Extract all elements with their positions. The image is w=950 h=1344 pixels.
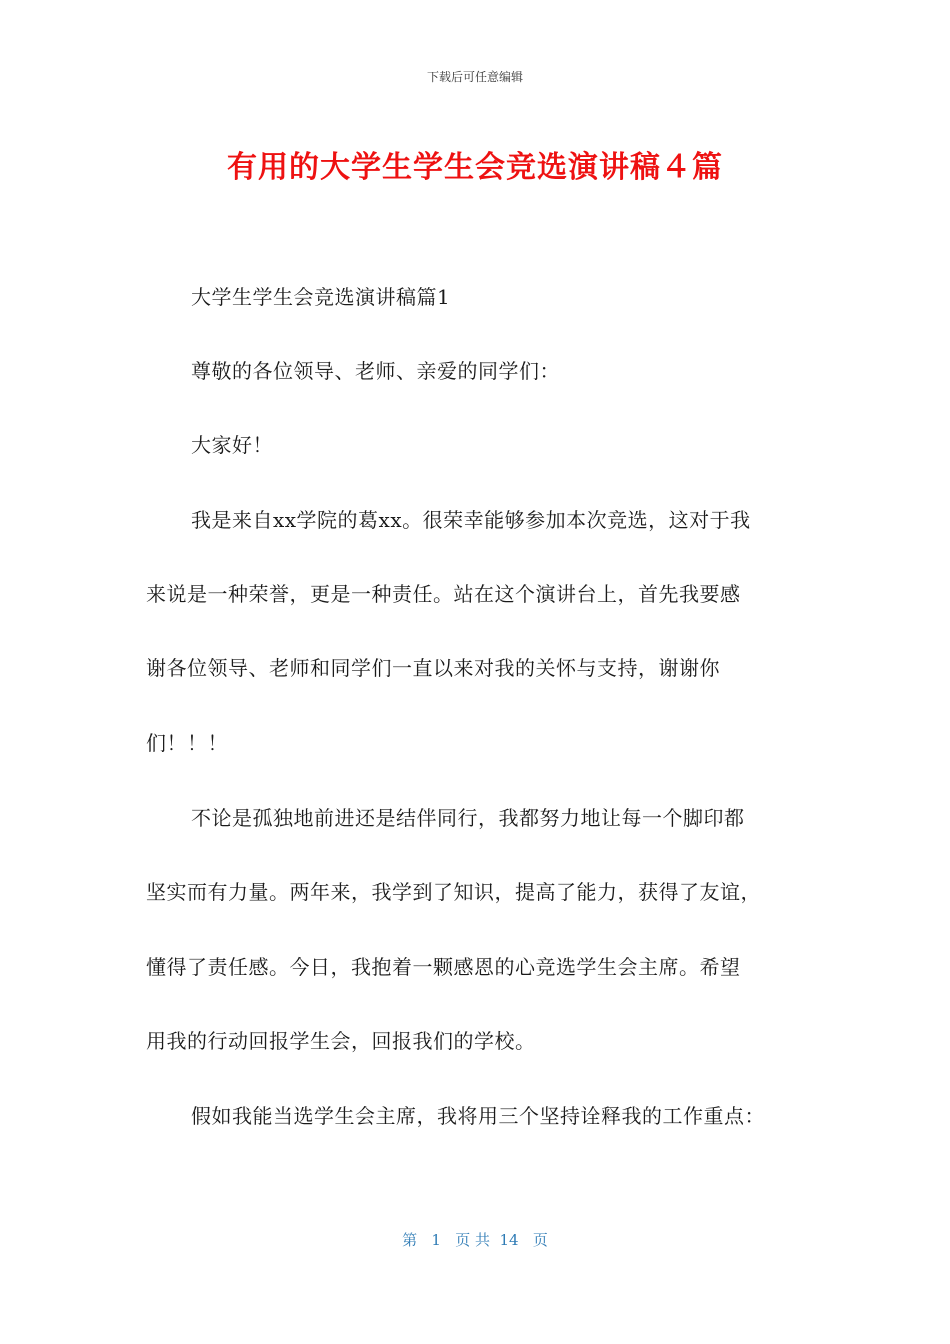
paragraph-line: 谢各位领导、老师和同学们一直以来对我的关怀与支持，谢谢你 bbox=[146, 656, 720, 680]
document-title: 有用的大学生学生会竞选演讲稿４篇 bbox=[227, 150, 723, 185]
paragraph-line: 懂得了责任感。今日，我抱着一颗感恩的心竞选学生会主席。希望 bbox=[146, 955, 741, 979]
paragraph-line: 不论是孤独地前进还是结伴同行，我都努力地让每一个脚印都 bbox=[191, 806, 745, 830]
section-heading: 大学生学生会竞选演讲稿篇1 bbox=[191, 285, 451, 309]
page-number-footer: 第 1 页 共 14 页 bbox=[402, 1231, 548, 1249]
paragraph-line: 我是来自xx学院的葛xx。很荣幸能够参加本次竞选，这对于我 bbox=[191, 508, 751, 532]
paragraph-line: 假如我能当选学生会主席，我将用三个坚持诠释我的工作重点： bbox=[191, 1104, 765, 1128]
greeting: 大家好！ bbox=[191, 433, 273, 457]
salutation: 尊敬的各位领导、老师、亲爱的同学们： bbox=[191, 359, 560, 383]
paragraph-line: 们！！！ bbox=[146, 731, 228, 755]
paragraph-line: 坚实而有力量。两年来，我学到了知识，提高了能力，获得了友谊， bbox=[146, 880, 761, 904]
paragraph-line: 用我的行动回报学生会，回报我们的学校。 bbox=[146, 1029, 536, 1053]
paragraph-line: 来说是一种荣誉，更是一种责任。站在这个演讲台上，首先我要感 bbox=[146, 582, 741, 606]
header-note: 下载后可任意编辑 bbox=[426, 70, 523, 84]
